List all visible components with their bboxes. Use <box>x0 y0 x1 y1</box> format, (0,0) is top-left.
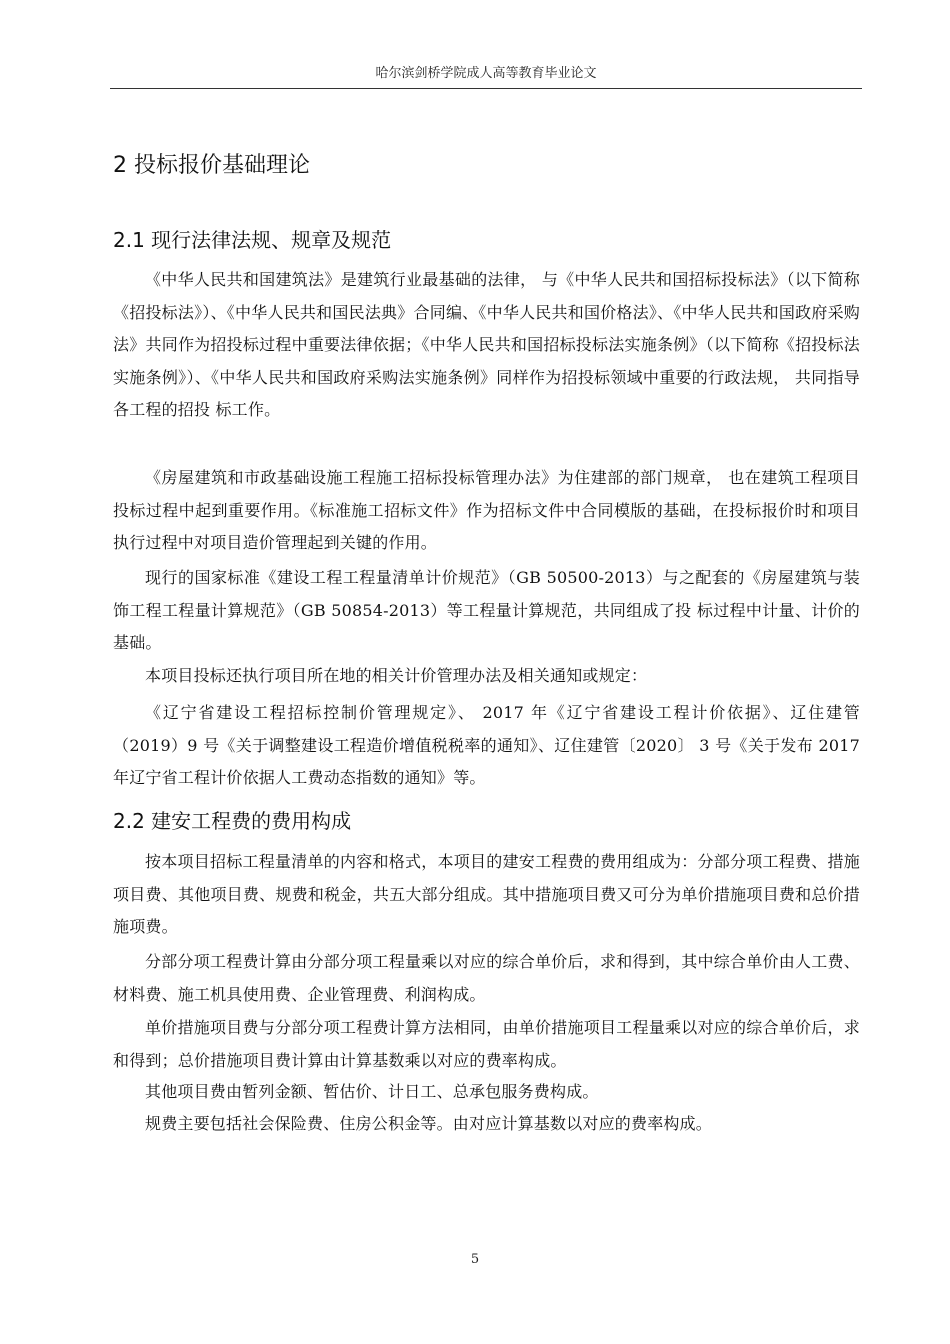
running-header: 哈尔滨剑桥学院成人高等教育毕业论文 <box>375 66 597 81</box>
paragraph: 本项目投标还执行项目所在地的相关计价管理办法及相关通知或规定： <box>145 666 648 685</box>
paragraph: 分部分项工程费计算由分部分项工程量乘以对应的综合单价后，求和得到，其中综合单价由人工费、材料费、施工机具使用费、企业管理费、利润构成。 <box>113 952 860 1004</box>
chapter-title: 2 投标报价基础理论 <box>113 153 310 178</box>
paragraph: 按本项目招标工程量清单的内容和格式，本项目的建安工程费的费用组成为：分部分项工程费、措施项目费、其他项目费、规费和税金，共五大部分组成。其中措施项目费又可分为单价措施项目费和总价措施项费。 <box>113 852 860 936</box>
section-2-2-title: 2.2 建安工程费的费用构成 <box>113 809 352 833</box>
paragraph: 现行的国家标准《建设工程工程量清单计价规范》（GB 50500-2013）与之配套的《房屋建筑与装饰工程工程量计算规范》（GB 50854-2013）等工程量计算规范，共同组成了投 标过程中计量、计价的基础。 <box>113 568 860 652</box>
page-number: 5 <box>470 1252 480 1267</box>
header-rule <box>110 88 862 89</box>
paragraph: 《房屋建筑和市政基础设施工程施工招标投标管理办法》为住建部的部门规章， 也在建筑工程项目投标过程中起到重要作用。《标准施工招标文件》作为招标文件中合同模版的基础，在投标报价时和项目执行过程中对项目造价管理起到关键的作用。 <box>113 468 860 552</box>
paragraph: 规费主要包括社会保险费、住房公积金等。由对应计算基数以对应的费率构成。 <box>145 1114 713 1133</box>
paragraph: 其他项目费由暂列金额、暂估价、计日工、总承包服务费构成。 <box>145 1082 599 1101</box>
paragraph: 《辽宁省建设工程招标控制价管理规定》、 2017 年《辽宁省建设工程计价依据》、辽住建管（2019）9 号《关于调整建设工程造价增值税税率的通知》、辽住建管〔2020〕 3 号《关于发布 2017 年辽宁省工程计价依据人工费动态指数的通知》等。 <box>113 703 860 787</box>
section-2-1-title: 2.1 现行法律法规、规章及规范 <box>113 228 392 252</box>
paragraph: 《中华人民共和国建筑法》是建筑行业最基础的法律， 与《中华人民共和国招标投标法》（以下简称《招投标法》）、《中华人民共和国民法典》合同编、《中华人民共和国价格法》、《中华人民共和国政府采购法》共同作为招投标过程中重要法律依据；《中华人民共和国招标投标法实施条例》（以下简称《招投标法实施条例》）、《中华人民共和国政府采购法实施条例》同样作为招投标领域中重要的行政法规， 共同指导各工程的招投 标工作。 <box>113 270 860 419</box>
paragraph: 单价措施项目费与分部分项工程费计算方法相同，由单价措施项目工程量乘以对应的综合单价后，求和得到；总价措施项目费计算由计算基数乘以对应的费率构成。 <box>113 1018 860 1070</box>
